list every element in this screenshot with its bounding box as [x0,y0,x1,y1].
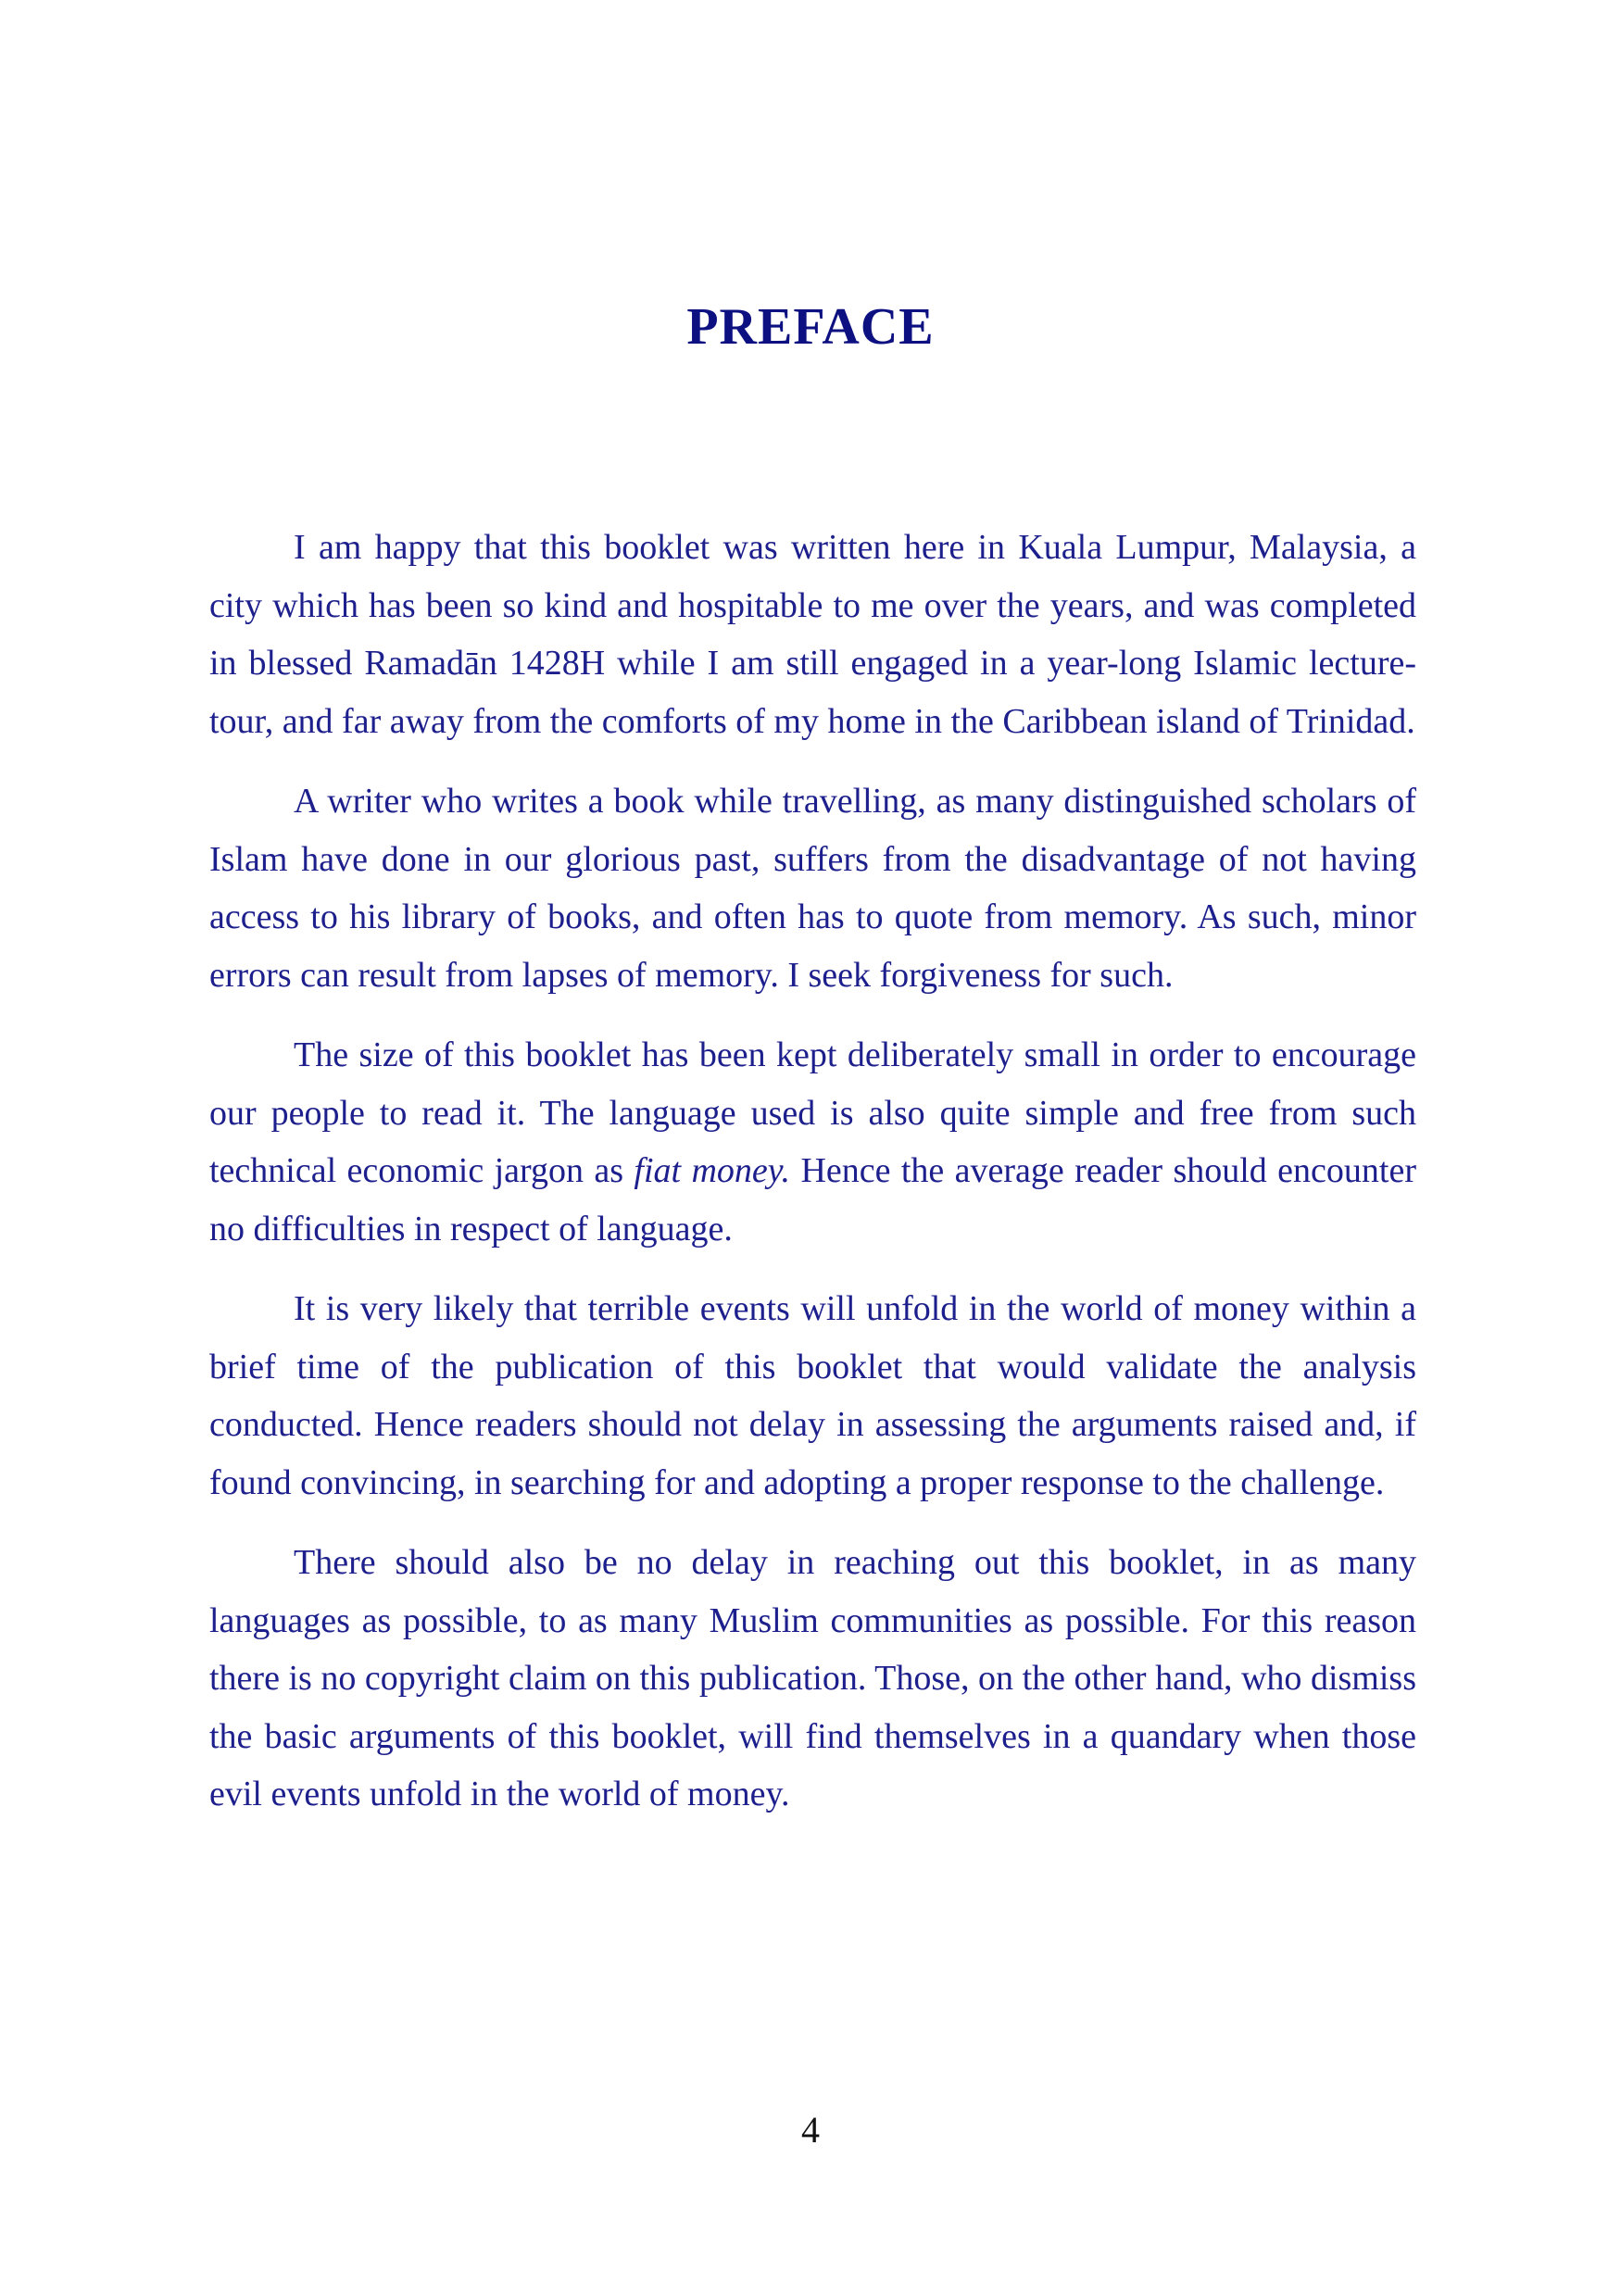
preface-body [209,519,1416,1846]
paragraph-5: There should also be no delay in reaching out this booklet, in as many languages as possible, to as many Muslim communities as possible. For this reason there is no copyright claim on this publication. Those, on the other hand, who dismiss the basic arguments of this booklet, will find themselves in a quandary when those evil events unfold in the world of money. [209,1543,1416,1813]
paragraph-3-after: Hence the average reader should encounter no difficulties in respect of language. [209,1151,1416,1248]
page-title: PREFACE [686,298,935,356]
paragraph-1: I am happy that this booklet was written here in Kuala Lumpur, Malaysia, a city which has been so kind and hospitable to me over the years, and was completed in blessed Ramadān 1428H while I am still engaged in a year-long Islamic lecture-tour, and far away from the comforts of my home in the Caribbean island of Trinidad. [209,528,1416,741]
paragraph-2: A writer who writes a book while travelling, as many distinguished scholars of Islam have done in our glorious past, suffers from the disadvantage of not having access to his library of books, and often has to quote from memory. As such, minor errors can result from lapses of memory. I seek forgiveness for such. [209,782,1416,995]
paragraph-3 [209,1026,1416,1258]
paragraph-4: It is very likely that terrible events will unfold in the world of money within a brief time of the publication of this booklet that would validate the analysis conducted. Hence readers should not delay in assessing the arguments raised and, if found convincing, in searching for and adopting a proper response to the challenge. [209,1289,1416,1502]
paragraph-3-before: The size of this booklet has been kept deliberately small in order to encourage our people to read it. The language used is also quite simple and free from such technical economic jargon as [209,1035,1416,1190]
paragraph-3-emphasis: fiat money. [634,1151,791,1190]
page-number: 4 [801,2109,820,2151]
